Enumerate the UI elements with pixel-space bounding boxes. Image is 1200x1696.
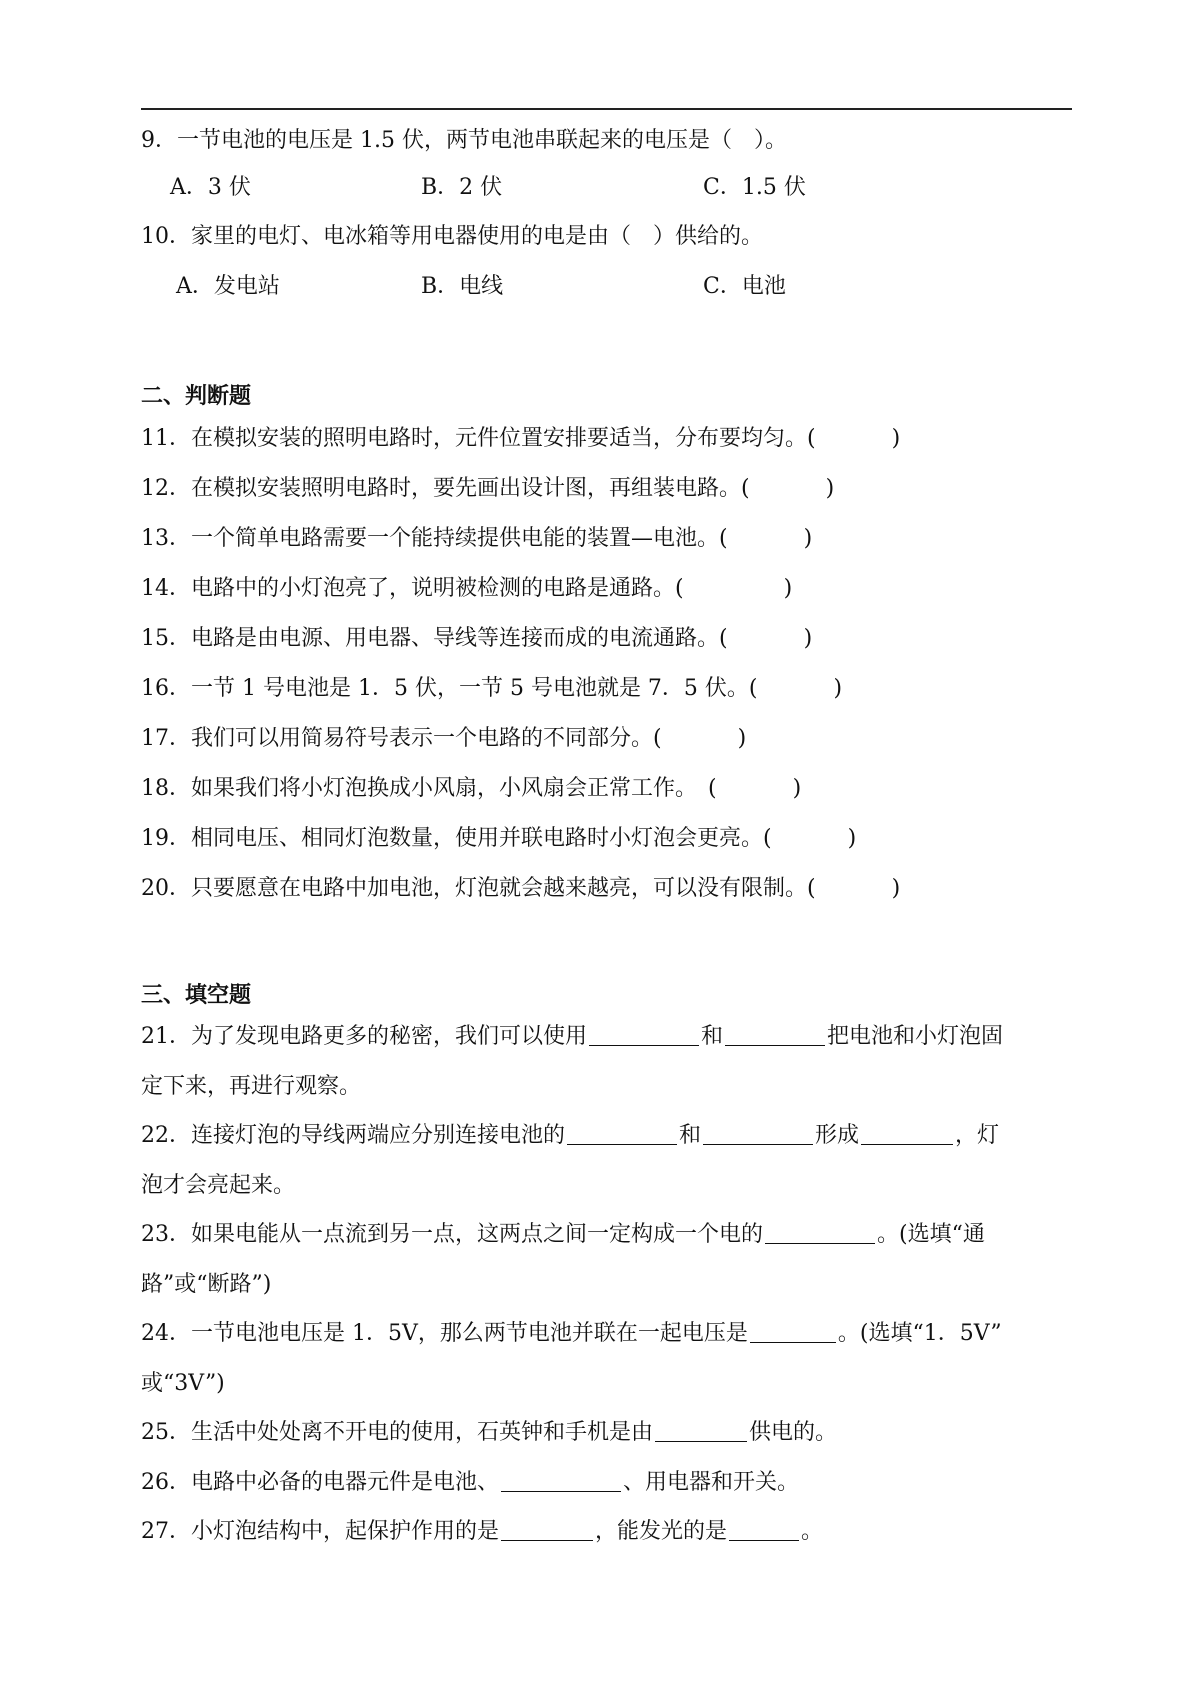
q22-part-b: 和	[679, 1123, 702, 1148]
q27-blank-1[interactable]	[501, 1518, 593, 1541]
q10-option-b: B．电线	[421, 274, 504, 299]
q13-text: 13．一个简单电路需要一个能持续提供电能的装置—电池。(	[141, 526, 728, 551]
question-16	[141, 674, 842, 704]
q13-close: )	[803, 526, 813, 551]
q22-part-a: 22．连接灯泡的导线两端应分别连接电池的	[141, 1123, 565, 1148]
q9-option-c: C．1.5 伏	[703, 175, 806, 200]
q11-close: )	[891, 426, 901, 451]
question-22	[141, 1121, 999, 1151]
q25-part-a: 25．生活中处处离不开电的使用，石英钟和手机是由	[141, 1420, 653, 1445]
q10-option-c: C．电池	[703, 274, 786, 299]
q26-part-b: 、用电器和开关。	[623, 1470, 800, 1495]
q23-blank-1[interactable]	[765, 1221, 875, 1244]
question-24-cont: 或“3V”)	[141, 1371, 225, 1396]
section-title-judge: 二、判断题	[141, 383, 252, 409]
q25-part-b: 供电的。	[749, 1420, 838, 1445]
q21-part-b: 和	[701, 1024, 724, 1049]
q27-blank-2[interactable]	[729, 1518, 799, 1541]
q21-blank-1[interactable]	[589, 1023, 699, 1046]
question-26	[141, 1468, 799, 1498]
question-22-cont: 泡才会亮起来。	[141, 1173, 296, 1198]
q15-text: 15．电路是由电源、用电器、导线等连接而成的电流通路。(	[141, 626, 728, 651]
question-24	[141, 1319, 1002, 1349]
q14-text: 14．电路中的小灯泡亮了，说明被检测的电路是通路。(	[141, 576, 684, 601]
q14-close: )	[783, 576, 793, 601]
q22-blank-1[interactable]	[567, 1122, 677, 1145]
q9-option-b: B．2 伏	[421, 175, 503, 200]
q19-close: )	[847, 826, 857, 851]
question-10: 10．家里的电灯、电冰箱等用电器使用的电是由（ ）供给的。	[141, 224, 763, 249]
question-14	[141, 574, 792, 604]
q27-part-b: ，能发光的是	[595, 1519, 728, 1544]
question-9: 9．一节电池的电压是 1.5 伏，两节电池串联起来的电压是（ ）。	[141, 128, 787, 153]
q26-part-a: 26．电路中必备的电器元件是电池、	[141, 1470, 499, 1495]
q17-close: )	[737, 726, 747, 751]
q24-blank-1[interactable]	[750, 1320, 836, 1343]
q16-close: )	[833, 676, 843, 701]
question-20	[141, 874, 900, 904]
q18-text: 18．如果我们将小灯泡换成小风扇，小风扇会正常工作。 (	[141, 776, 717, 801]
q12-close: )	[825, 476, 835, 501]
q18-close: )	[792, 776, 802, 801]
q25-blank-1[interactable]	[655, 1419, 747, 1442]
q12-text: 12．在模拟安装照明电路时，要先画出设计图，再组装电路。(	[141, 476, 750, 501]
q23-part-a: 23．如果电能从一点流到另一点，这两点之间一定构成一个电的	[141, 1222, 763, 1247]
q19-text: 19．相同电压、相同灯泡数量，使用并联电路时小灯泡会更亮。(	[141, 826, 772, 851]
q22-blank-3[interactable]	[861, 1122, 953, 1145]
q20-close: )	[891, 876, 901, 901]
question-17	[141, 724, 746, 754]
question-27	[141, 1517, 823, 1547]
question-21	[141, 1022, 1003, 1052]
q10-option-a: A．发电站	[176, 274, 280, 299]
q26-blank-1[interactable]	[501, 1469, 621, 1492]
q22-blank-2[interactable]	[703, 1122, 813, 1145]
question-18	[141, 774, 801, 804]
q20-text: 20．只要愿意在电路中加电池，灯泡就会越来越亮，可以没有限制。(	[141, 876, 816, 901]
q23-part-b: 。(选填“通	[877, 1222, 985, 1247]
question-23-cont: 路”或“断路”)	[141, 1272, 272, 1297]
q21-part-c: 把电池和小灯泡固	[827, 1024, 1004, 1049]
header-rule	[141, 108, 1072, 110]
q22-part-c: 形成	[815, 1123, 860, 1148]
q24-part-b: 。(选填“1．5V”	[837, 1321, 1002, 1346]
question-13	[141, 524, 812, 554]
q21-part-a: 21．为了发现电路更多的秘密，我们可以使用	[141, 1024, 587, 1049]
q27-part-a: 27．小灯泡结构中，起保护作用的是	[141, 1519, 499, 1544]
q21-blank-2[interactable]	[725, 1023, 825, 1046]
question-23	[141, 1220, 985, 1250]
question-11	[141, 424, 900, 454]
q22-part-d: ，灯	[955, 1123, 1000, 1148]
section-title-fill: 三、填空题	[141, 982, 252, 1008]
q27-part-c: 。	[801, 1519, 824, 1544]
question-21-cont: 定下来，再进行观察。	[141, 1074, 362, 1099]
q16-text: 16．一节 1 号电池是 1．5 伏，一节 5 号电池就是 7．5 伏。(	[141, 676, 758, 701]
q17-text: 17．我们可以用简易符号表示一个电路的不同部分。(	[141, 726, 662, 751]
q15-close: )	[803, 626, 813, 651]
q9-option-a: A．3 伏	[170, 175, 251, 200]
question-12	[141, 474, 834, 504]
q24-part-a: 24．一节电池电压是 1．5V，那么两节电池并联在一起电压是	[141, 1321, 748, 1346]
question-15	[141, 624, 812, 654]
question-25	[141, 1418, 837, 1448]
question-19	[141, 824, 856, 854]
q11-text: 11．在模拟安装的照明电路时，元件位置安排要适当，分布要均匀。(	[141, 426, 816, 451]
